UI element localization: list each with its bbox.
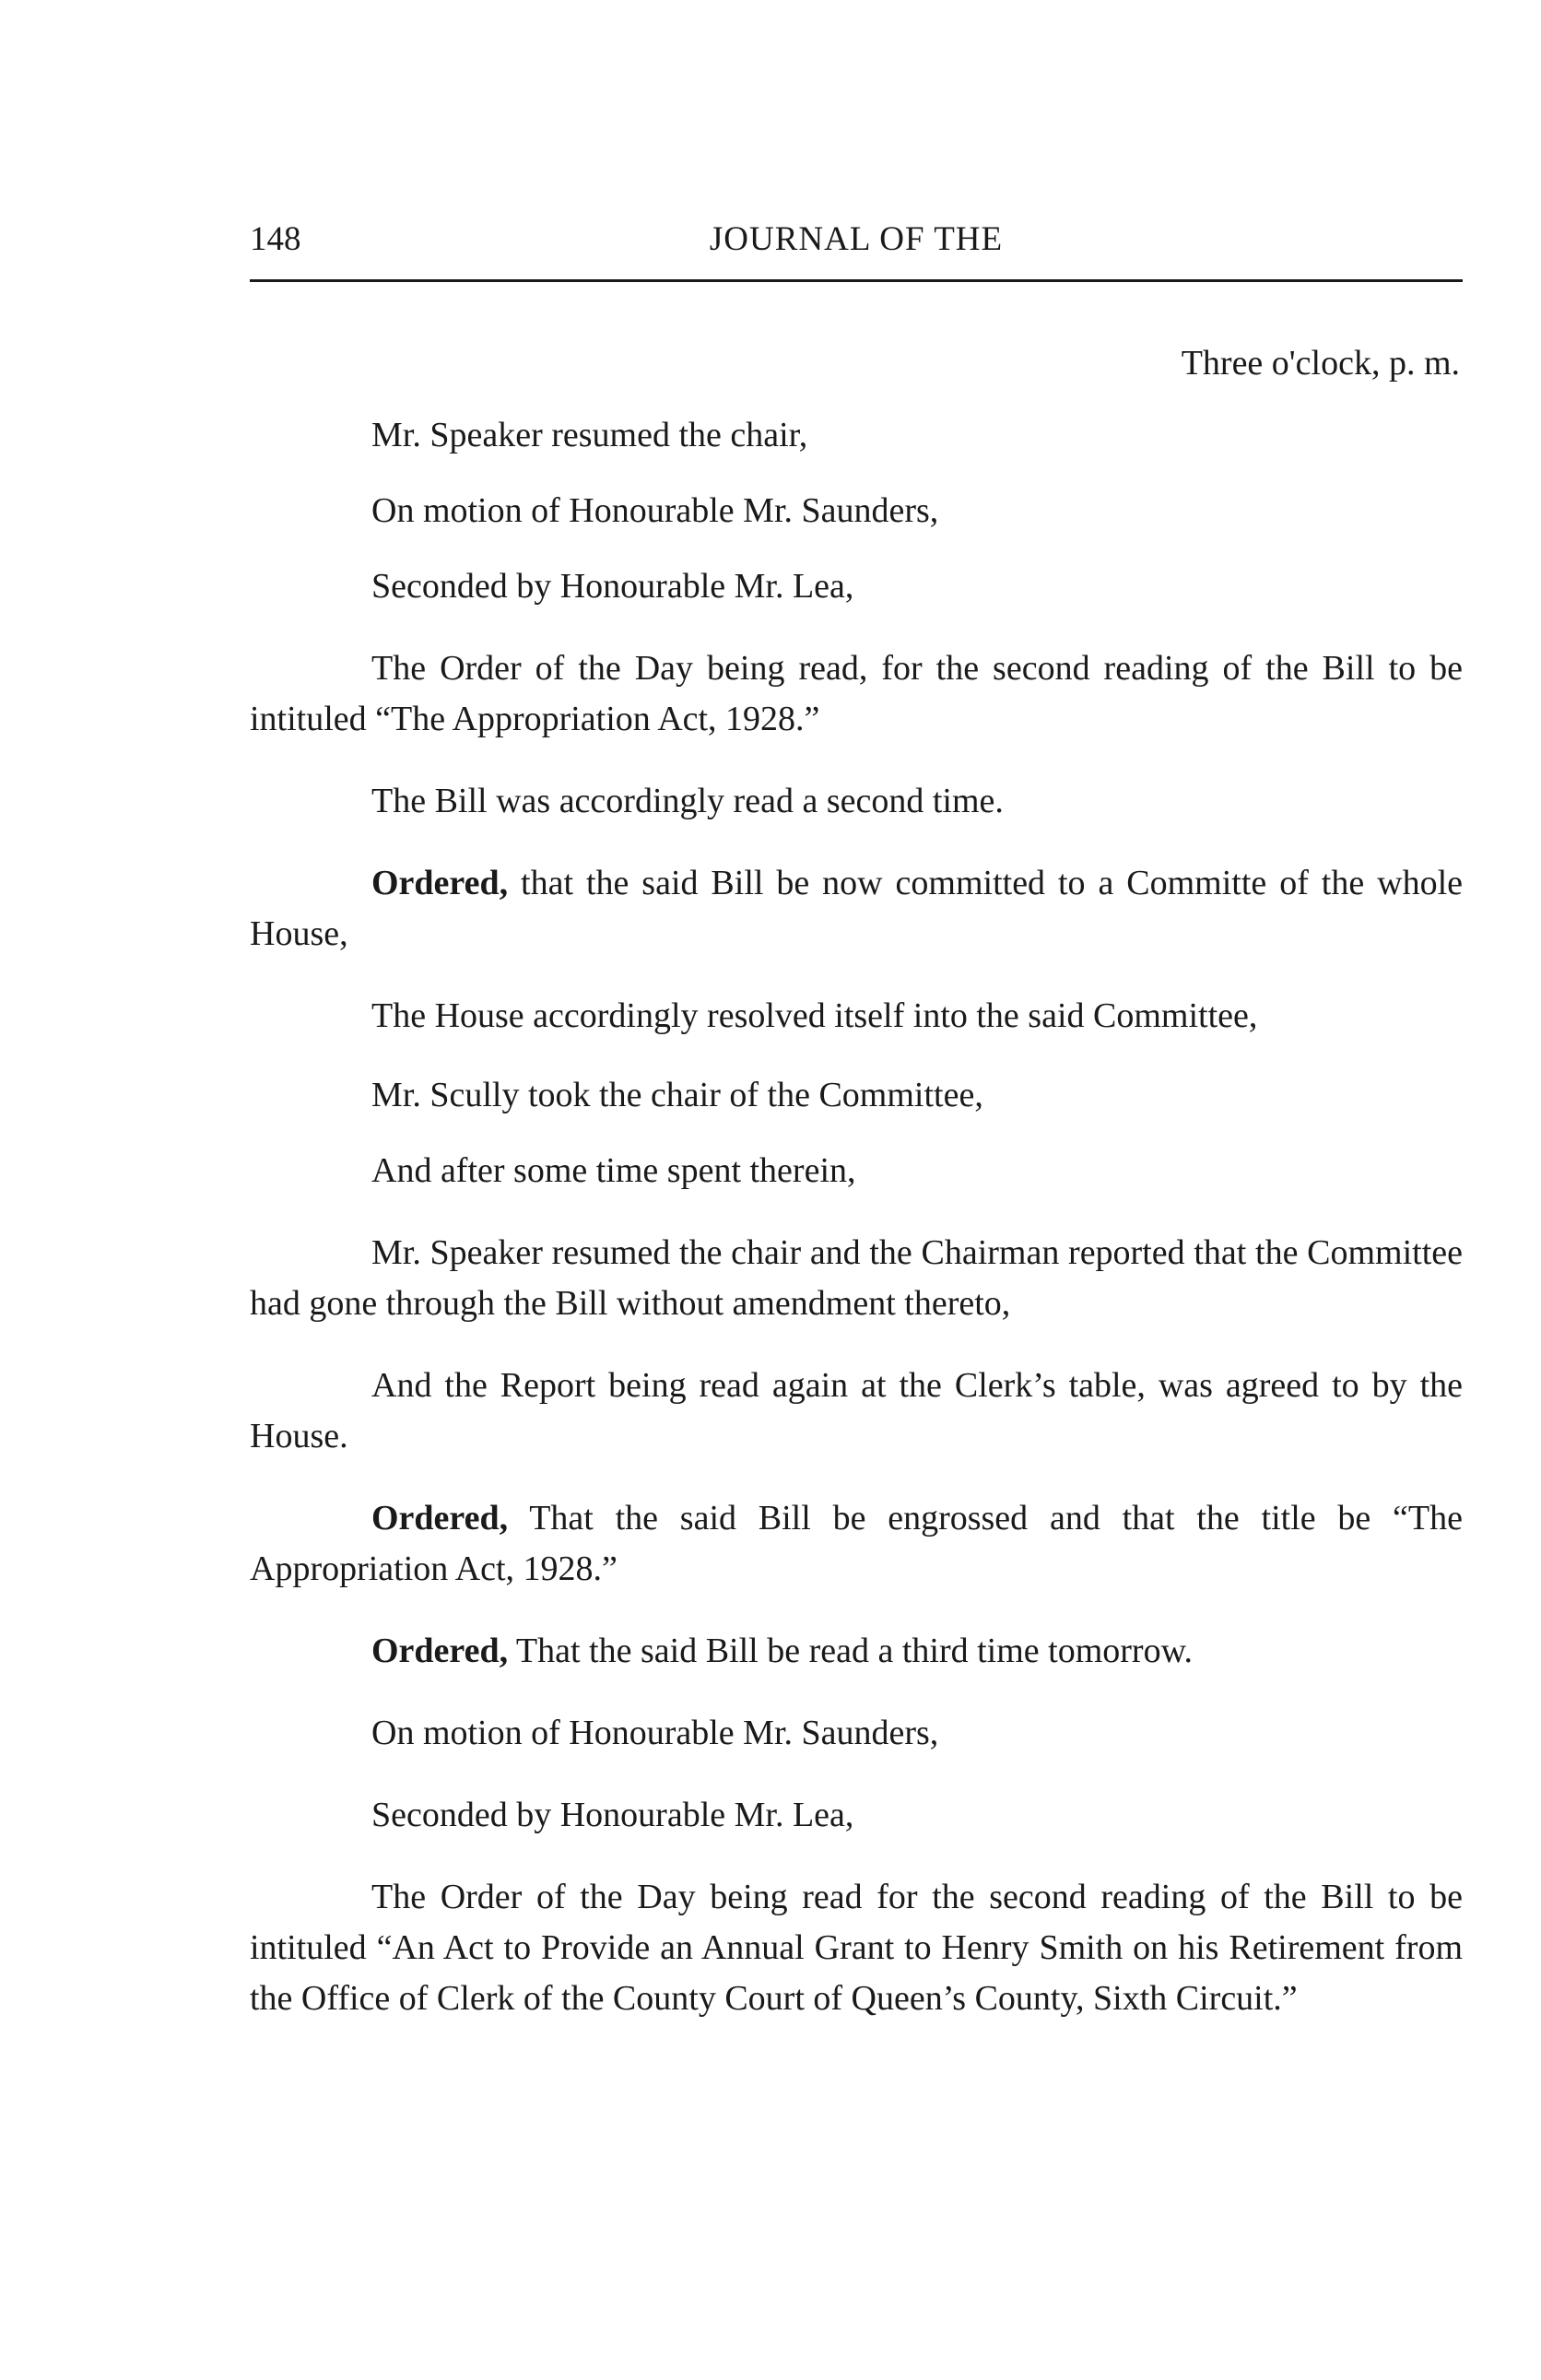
paragraph xyxy=(250,1361,1463,1462)
paragraph-text: And after some time spent therein, xyxy=(371,1151,856,1190)
paragraph-text: On motion of Honourable Mr. Saunders, xyxy=(371,1714,939,1752)
paragraph xyxy=(250,776,1463,827)
paragraph-lead: Ordered, xyxy=(371,864,509,902)
paragraph xyxy=(250,1626,1463,1677)
paragraph xyxy=(250,858,1463,960)
paragraph-text: The Bill was accordingly read a second time. xyxy=(371,782,1004,820)
paragraph xyxy=(250,486,1463,536)
paragraph-lead: Ordered, xyxy=(371,1632,509,1670)
session-time: Three o'clock, p. m. xyxy=(1181,344,1460,383)
paragraph xyxy=(250,561,1463,612)
paragraph-text: The Order of the Day being read for the second reading of the Bill to be intituled “An Act to Provide an Annual Grant to Henry Smith on his Retirement from the Office of Clerk of the County Court of Queen’s County, Sixth Circuit.” xyxy=(250,1878,1463,2018)
page-number: 148 xyxy=(250,220,301,258)
paragraph-text: Mr. Speaker resumed the chair, xyxy=(371,416,808,454)
paragraph-text: that the said Bill be now committed to a Committe of the whole House, xyxy=(250,864,1463,953)
journal-body xyxy=(250,410,1463,2024)
running-head: JOURNAL OF THE xyxy=(709,220,1004,258)
paragraph-text: The House accordingly resolved itself into the said Committee, xyxy=(371,996,1258,1035)
paragraph-lead: Ordered, xyxy=(371,1499,509,1538)
paragraph-text: Mr. Speaker resumed the chair and the Chairman reported that the Committee had gone through the Bill without amendment thereto, xyxy=(250,1233,1463,1323)
paragraph xyxy=(250,1493,1463,1595)
paragraph-text: The Order of the Day being read, for the second reading of the Bill to be intituled “The Appropriation Act, 1928.” xyxy=(250,649,1463,738)
paragraph-text: And the Report being read again at the Clerk’s table, was agreed to by the House. xyxy=(250,1366,1463,1455)
paragraph xyxy=(250,1790,1463,1841)
paragraph-text: Mr. Scully took the chair of the Committee, xyxy=(371,1076,983,1114)
paragraph xyxy=(250,1708,1463,1759)
paragraph-text: That the said Bill be engrossed and that the title be “The Appropriation Act, 1928.” xyxy=(250,1499,1463,1588)
header-rule xyxy=(250,279,1463,282)
paragraph xyxy=(250,1872,1463,2024)
paragraph-text: That the said Bill be read a third time tomorrow. xyxy=(508,1632,1194,1670)
paragraph-text: On motion of Honourable Mr. Saunders, xyxy=(371,491,939,530)
page-header xyxy=(250,219,1463,275)
paragraph xyxy=(250,410,1463,461)
paragraph xyxy=(250,1146,1463,1196)
paragraph xyxy=(250,991,1463,1042)
paragraph xyxy=(250,643,1463,745)
paragraph xyxy=(250,1070,1463,1121)
paragraph-text: Seconded by Honourable Mr. Lea, xyxy=(371,1796,854,1834)
paragraph xyxy=(250,1228,1463,1329)
paragraph-text: Seconded by Honourable Mr. Lea, xyxy=(371,567,854,606)
